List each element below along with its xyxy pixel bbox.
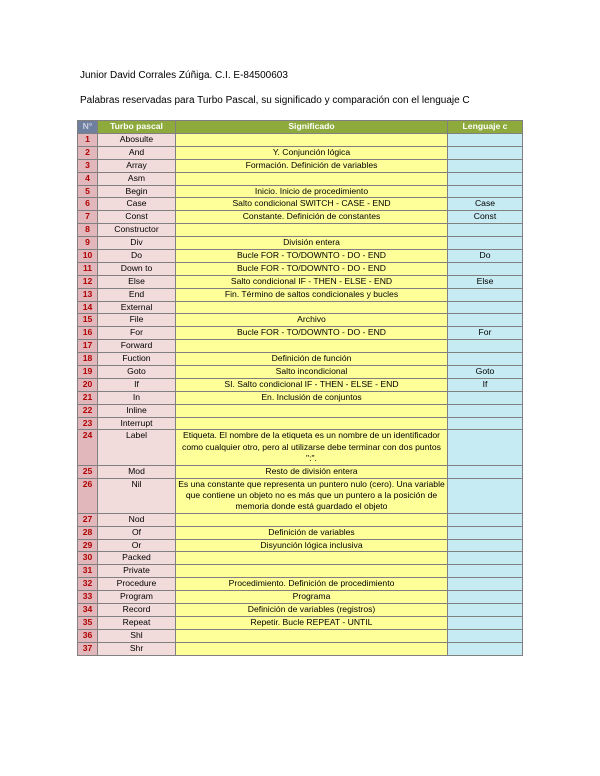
meaning-cell xyxy=(176,513,448,526)
keyword-cell: Down to xyxy=(98,262,176,275)
meaning-cell: Archivo xyxy=(176,314,448,327)
col-header-lenguaje-c: Lenguaje c xyxy=(448,121,523,134)
row-number: 18 xyxy=(78,353,98,366)
row-number: 36 xyxy=(78,629,98,642)
keyword-cell: File xyxy=(98,314,176,327)
c-equivalent-cell: Const xyxy=(448,211,523,224)
c-equivalent-cell xyxy=(448,478,523,513)
keyword-cell: Array xyxy=(98,159,176,172)
table-row xyxy=(78,288,523,301)
c-equivalent-cell xyxy=(448,513,523,526)
keyword-cell: Mod xyxy=(98,465,176,478)
table-row xyxy=(78,159,523,172)
row-number: 34 xyxy=(78,604,98,617)
c-equivalent-cell xyxy=(448,404,523,417)
meaning-cell: Definición de variables xyxy=(176,526,448,539)
document-subtitle: Palabras reservadas para Turbo Pascal, su significado y comparación con el lenguaje C xyxy=(80,95,470,106)
c-equivalent-cell xyxy=(448,565,523,578)
c-equivalent-cell xyxy=(448,465,523,478)
c-equivalent-cell xyxy=(448,314,523,327)
table-row xyxy=(78,262,523,275)
meaning-cell: Programa xyxy=(176,591,448,604)
table-row xyxy=(78,353,523,366)
meaning-cell: Bucle FOR - TO/DOWNTO - DO - END xyxy=(176,262,448,275)
c-equivalent-cell: Do xyxy=(448,250,523,263)
c-equivalent-cell xyxy=(448,616,523,629)
row-number: 12 xyxy=(78,275,98,288)
keyword-cell: Nil xyxy=(98,478,176,513)
table-row xyxy=(78,378,523,391)
c-equivalent-cell: If xyxy=(448,378,523,391)
row-number: 23 xyxy=(78,417,98,430)
table-row xyxy=(78,237,523,250)
table-row xyxy=(78,616,523,629)
meaning-cell: Procedimiento. Definición de procedimiento xyxy=(176,578,448,591)
c-equivalent-cell xyxy=(448,604,523,617)
meaning-cell: Salto incondicional xyxy=(176,366,448,379)
row-number: 15 xyxy=(78,314,98,327)
keyword-cell: Fuction xyxy=(98,353,176,366)
row-number: 19 xyxy=(78,366,98,379)
table-row xyxy=(78,404,523,417)
keyword-cell: Div xyxy=(98,237,176,250)
keyword-cell: Of xyxy=(98,526,176,539)
meaning-cell: Definición de variables (registros) xyxy=(176,604,448,617)
table-row xyxy=(78,465,523,478)
meaning-cell: Es una constante que representa un puntero nulo (cero). Una variable que contiene un objeto no es más que un puntero a la posición de memoria donde está guardado el objeto xyxy=(176,478,448,513)
c-equivalent-cell xyxy=(448,340,523,353)
c-equivalent-cell: Else xyxy=(448,275,523,288)
keyword-cell: Inline xyxy=(98,404,176,417)
table-row xyxy=(78,314,523,327)
table-row xyxy=(78,301,523,314)
table-row xyxy=(78,417,523,430)
keyword-cell: Interrupt xyxy=(98,417,176,430)
c-equivalent-cell xyxy=(448,288,523,301)
keyword-cell: Constructor xyxy=(98,224,176,237)
table-row xyxy=(78,224,523,237)
table-row xyxy=(78,642,523,655)
keyword-cell: End xyxy=(98,288,176,301)
meaning-cell xyxy=(176,404,448,417)
table-row xyxy=(78,591,523,604)
meaning-cell: Salto condicional SWITCH - CASE - END xyxy=(176,198,448,211)
keyword-cell: Nod xyxy=(98,513,176,526)
row-number: 8 xyxy=(78,224,98,237)
col-header-number: N° xyxy=(78,121,98,134)
row-number: 5 xyxy=(78,185,98,198)
table-row xyxy=(78,565,523,578)
table-row xyxy=(78,629,523,642)
c-equivalent-cell: For xyxy=(448,327,523,340)
c-equivalent-cell xyxy=(448,430,523,465)
meaning-cell xyxy=(176,642,448,655)
c-equivalent-cell xyxy=(448,301,523,314)
row-number: 20 xyxy=(78,378,98,391)
table-row xyxy=(78,146,523,159)
c-equivalent-cell xyxy=(448,591,523,604)
row-number: 32 xyxy=(78,578,98,591)
table-row xyxy=(78,134,523,147)
row-number: 11 xyxy=(78,262,98,275)
col-header-turbo-pascal: Turbo pascal xyxy=(98,121,176,134)
c-equivalent-cell xyxy=(448,391,523,404)
row-number: 37 xyxy=(78,642,98,655)
meaning-cell xyxy=(176,172,448,185)
table-row xyxy=(78,578,523,591)
table-row xyxy=(78,366,523,379)
author-line: Junior David Corrales Zúñiga. C.I. E-84500603 xyxy=(80,70,288,81)
c-equivalent-cell: Goto xyxy=(448,366,523,379)
meaning-cell: Disyunción lógica inclusiva xyxy=(176,539,448,552)
table-row xyxy=(78,391,523,404)
keyword-cell: Asm xyxy=(98,172,176,185)
c-equivalent-cell xyxy=(448,185,523,198)
row-number: 6 xyxy=(78,198,98,211)
row-number: 35 xyxy=(78,616,98,629)
reserved-words-table xyxy=(77,120,523,656)
row-number: 26 xyxy=(78,478,98,513)
keyword-cell: Begin xyxy=(98,185,176,198)
keyword-cell: In xyxy=(98,391,176,404)
row-number: 25 xyxy=(78,465,98,478)
table-row xyxy=(78,539,523,552)
meaning-cell xyxy=(176,417,448,430)
table-row xyxy=(78,198,523,211)
row-number: 17 xyxy=(78,340,98,353)
meaning-cell: Fin. Término de saltos condicionales y bucles xyxy=(176,288,448,301)
keyword-cell: Forward xyxy=(98,340,176,353)
table-row xyxy=(78,172,523,185)
meaning-cell: SI. Salto condicional IF - THEN - ELSE - END xyxy=(176,378,448,391)
c-equivalent-cell xyxy=(448,417,523,430)
c-equivalent-cell xyxy=(448,262,523,275)
row-number: 3 xyxy=(78,159,98,172)
meaning-cell: Bucle FOR - TO/DOWNTO - DO - END xyxy=(176,250,448,263)
keyword-cell: Procedure xyxy=(98,578,176,591)
c-equivalent-cell xyxy=(448,578,523,591)
keyword-cell: Const xyxy=(98,211,176,224)
meaning-cell xyxy=(176,552,448,565)
table-row xyxy=(78,526,523,539)
row-number: 27 xyxy=(78,513,98,526)
keyword-cell: And xyxy=(98,146,176,159)
table-row xyxy=(78,327,523,340)
meaning-cell xyxy=(176,301,448,314)
row-number: 30 xyxy=(78,552,98,565)
row-number: 29 xyxy=(78,539,98,552)
table-row xyxy=(78,185,523,198)
c-equivalent-cell xyxy=(448,224,523,237)
row-number: 33 xyxy=(78,591,98,604)
row-number: 13 xyxy=(78,288,98,301)
row-number: 21 xyxy=(78,391,98,404)
keyword-cell: Packed xyxy=(98,552,176,565)
c-equivalent-cell xyxy=(448,526,523,539)
meaning-cell xyxy=(176,340,448,353)
keyword-cell: Goto xyxy=(98,366,176,379)
c-equivalent-cell xyxy=(448,159,523,172)
c-equivalent-cell xyxy=(448,642,523,655)
meaning-cell: Bucle FOR - TO/DOWNTO - DO - END xyxy=(176,327,448,340)
row-number: 1 xyxy=(78,134,98,147)
row-number: 16 xyxy=(78,327,98,340)
c-equivalent-cell xyxy=(448,146,523,159)
row-number: 14 xyxy=(78,301,98,314)
table-row xyxy=(78,275,523,288)
keyword-cell: If xyxy=(98,378,176,391)
keyword-cell: Else xyxy=(98,275,176,288)
table-row xyxy=(78,340,523,353)
meaning-cell xyxy=(176,224,448,237)
meaning-cell xyxy=(176,565,448,578)
keyword-cell: External xyxy=(98,301,176,314)
keyword-cell: Do xyxy=(98,250,176,263)
c-equivalent-cell: Case xyxy=(448,198,523,211)
table-row xyxy=(78,604,523,617)
keyword-cell: Program xyxy=(98,591,176,604)
meaning-cell: Etiqueta. El nombre de la etiqueta es un nombre de un identificador como cualquier otro, pero al utilizarse debe terminar con dos puntos ":". xyxy=(176,430,448,465)
row-number: 31 xyxy=(78,565,98,578)
meaning-cell xyxy=(176,134,448,147)
keyword-cell: Repeat xyxy=(98,616,176,629)
table-row xyxy=(78,430,523,465)
keyword-cell: For xyxy=(98,327,176,340)
row-number: 4 xyxy=(78,172,98,185)
meaning-cell: Constante. Definición de constantes xyxy=(176,211,448,224)
c-equivalent-cell xyxy=(448,552,523,565)
meaning-cell xyxy=(176,629,448,642)
table-row xyxy=(78,552,523,565)
keyword-cell: Label xyxy=(98,430,176,465)
col-header-significado: Significado xyxy=(176,121,448,134)
row-number: 2 xyxy=(78,146,98,159)
meaning-cell: Salto condicional IF - THEN - ELSE - END xyxy=(176,275,448,288)
c-equivalent-cell xyxy=(448,172,523,185)
meaning-cell: División entera xyxy=(176,237,448,250)
table-row xyxy=(78,211,523,224)
row-number: 9 xyxy=(78,237,98,250)
table-header-row xyxy=(78,121,523,134)
table-row xyxy=(78,478,523,513)
c-equivalent-cell xyxy=(448,629,523,642)
meaning-cell: Inicio. Inicio de procedimiento xyxy=(176,185,448,198)
keyword-cell: Shl xyxy=(98,629,176,642)
c-equivalent-cell xyxy=(448,539,523,552)
keyword-cell: Case xyxy=(98,198,176,211)
row-number: 24 xyxy=(78,430,98,465)
row-number: 22 xyxy=(78,404,98,417)
row-number: 7 xyxy=(78,211,98,224)
c-equivalent-cell xyxy=(448,237,523,250)
meaning-cell: Repetir. Bucle REPEAT - UNTIL xyxy=(176,616,448,629)
keyword-cell: Abosulte xyxy=(98,134,176,147)
meaning-cell: Formación. Definición de variables xyxy=(176,159,448,172)
c-equivalent-cell xyxy=(448,353,523,366)
keyword-cell: Private xyxy=(98,565,176,578)
meaning-cell: En. Inclusión de conjuntos xyxy=(176,391,448,404)
keyword-cell: Or xyxy=(98,539,176,552)
meaning-cell: Y. Conjunción lógica xyxy=(176,146,448,159)
row-number: 28 xyxy=(78,526,98,539)
table-row xyxy=(78,513,523,526)
keyword-cell: Shr xyxy=(98,642,176,655)
meaning-cell: Resto de división entera xyxy=(176,465,448,478)
meaning-cell: Definición de función xyxy=(176,353,448,366)
c-equivalent-cell xyxy=(448,134,523,147)
row-number: 10 xyxy=(78,250,98,263)
table-row xyxy=(78,250,523,263)
keyword-cell: Record xyxy=(98,604,176,617)
